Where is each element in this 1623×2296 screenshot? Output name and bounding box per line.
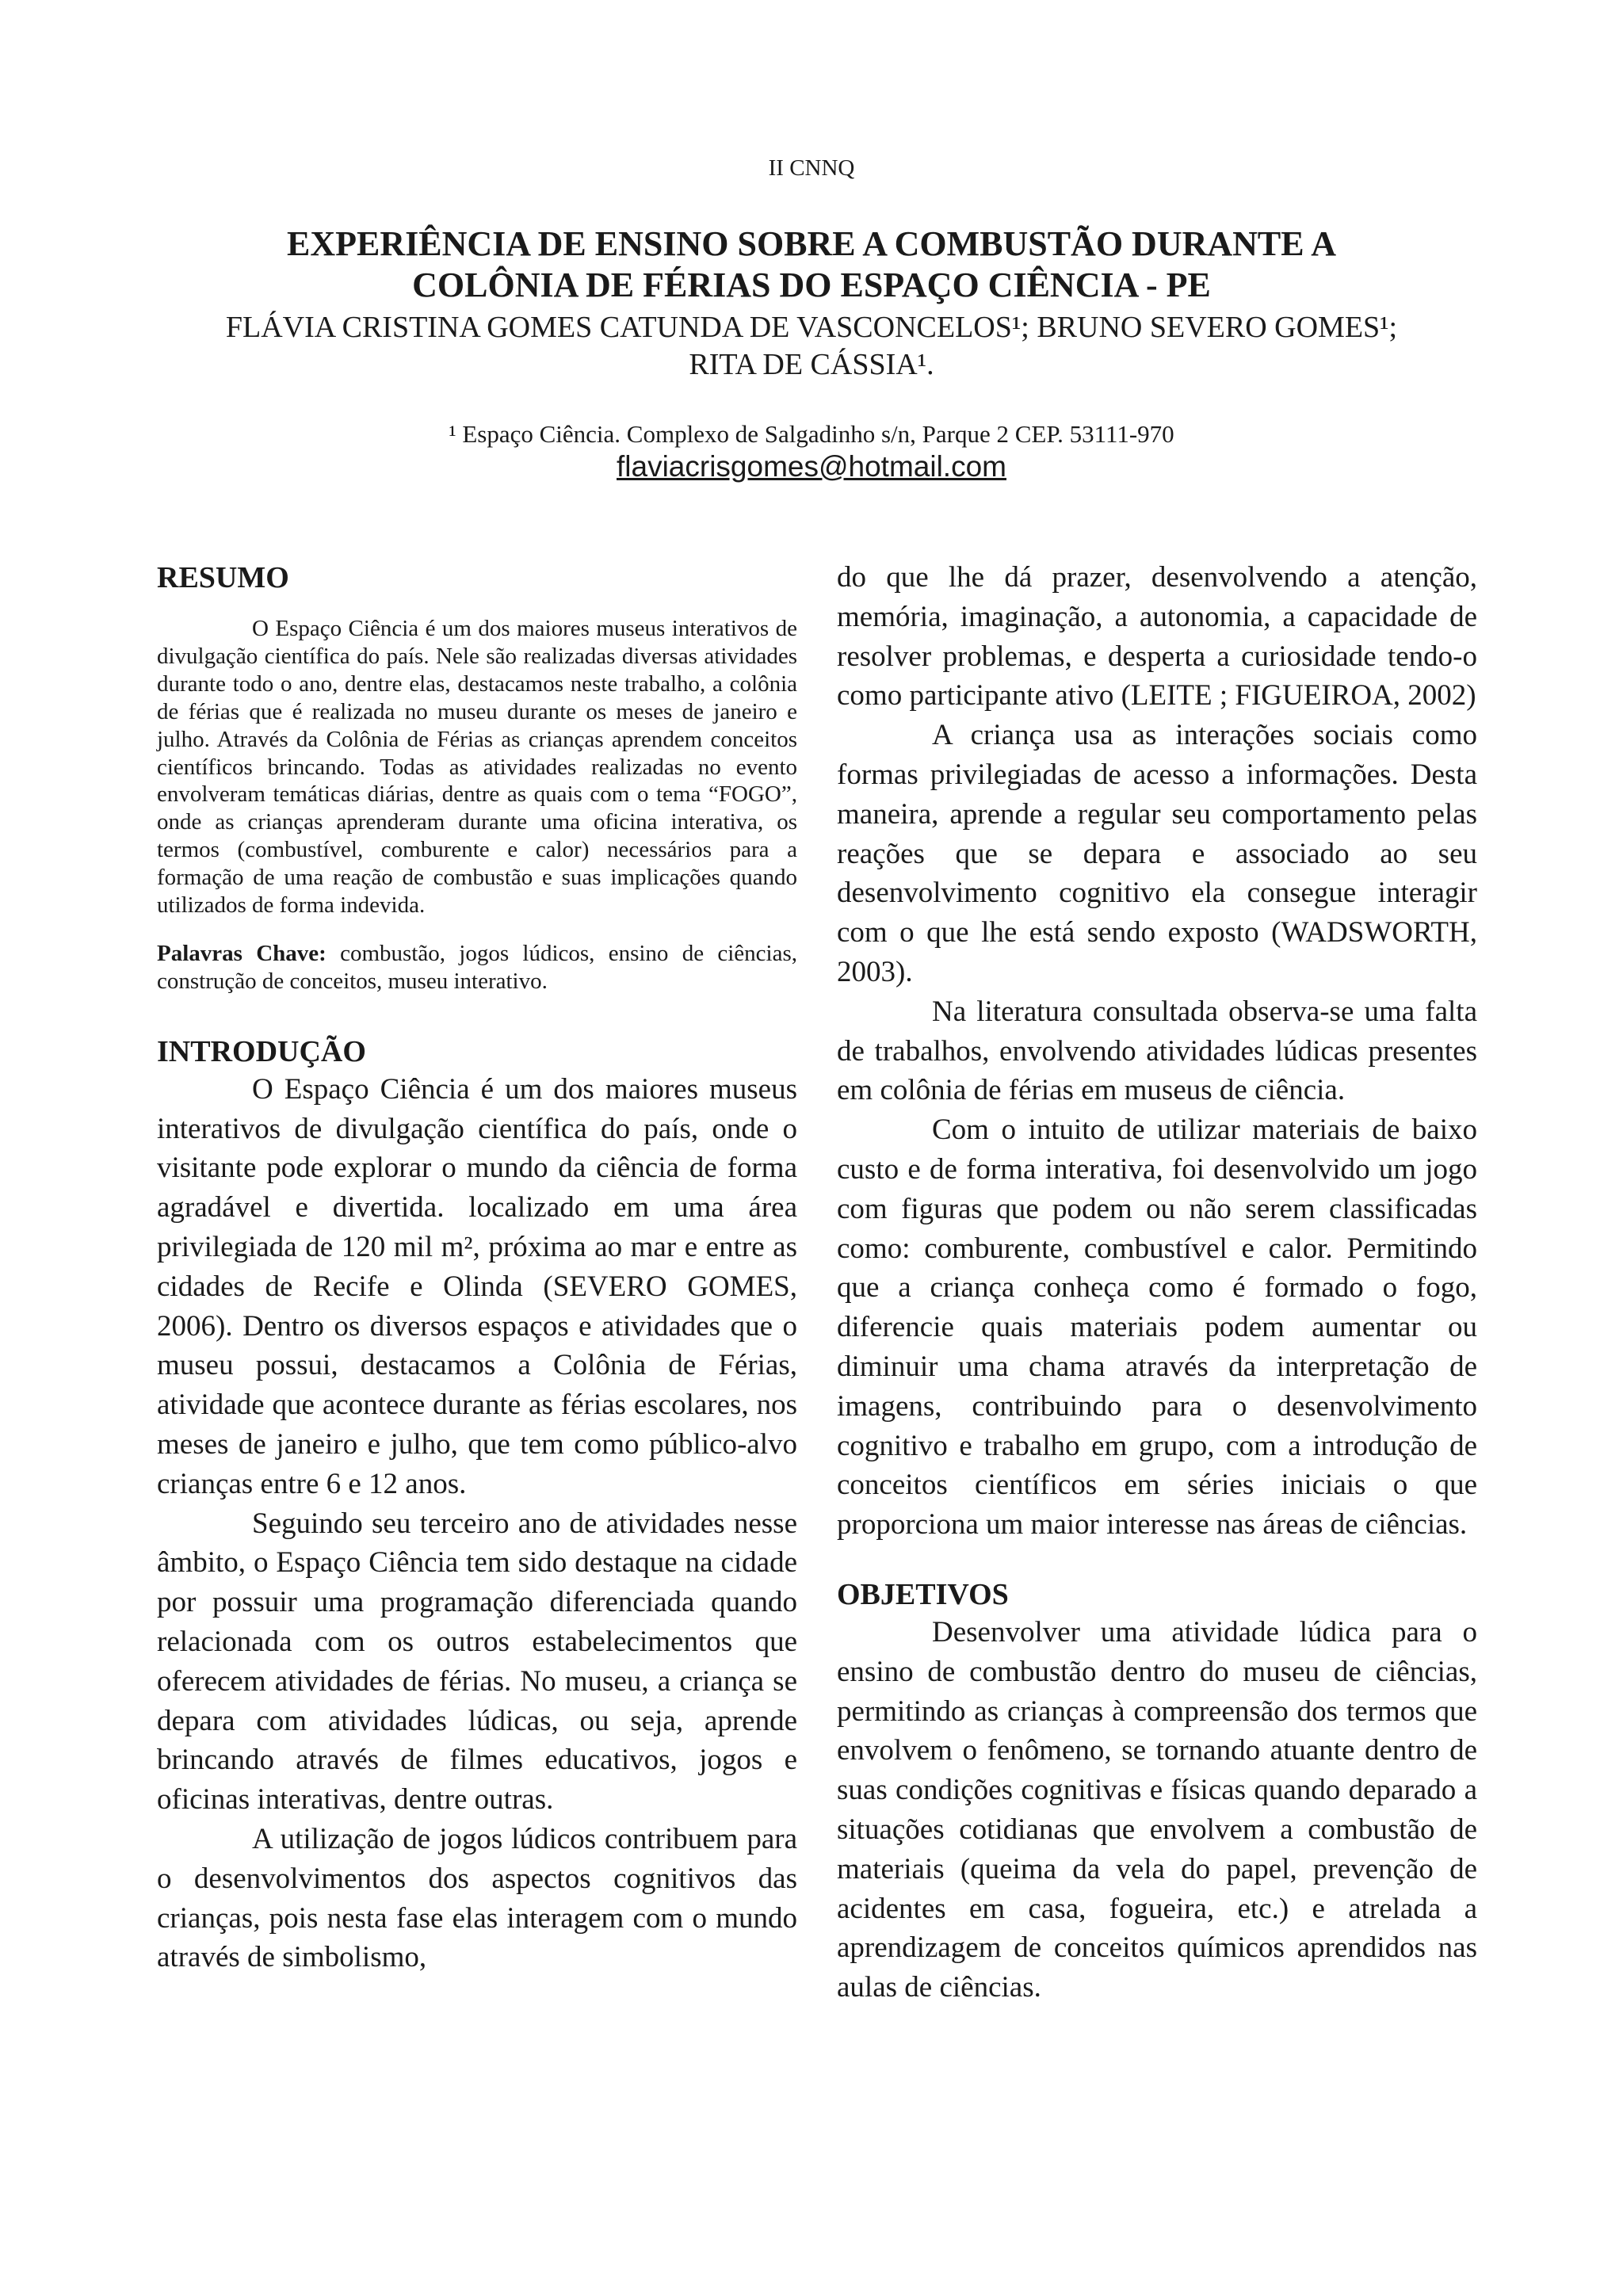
- introducao-heading: INTRODUÇÃO: [157, 1034, 366, 1068]
- email-link[interactable]: flaviacrisgomes@hotmail.com: [617, 450, 1006, 483]
- right-paragraph-1: do que lhe dá prazer, desenvolvendo a atenção, memória, imaginação, a autonomia, a capacidade de resolver problemas, e desperta a curiosidade tendo-o como participante ativo (LEITE ; FIGUEIROA, 2002): [837, 561, 1477, 712]
- right-paragraph-3: Na literatura consultada observa-se uma falta de trabalhos, envolvendo atividades lúdicas presentes em colônia de férias em museus de ciência.: [837, 995, 1477, 1107]
- author-list: [119, 309, 1504, 384]
- intro-paragraph-3: A utilização de jogos lúdicos contribuem para o desenvolvimentos dos aspectos cognitivos das crianças, pois nesta fase elas interagem com o mundo através de simbolismo,: [157, 1822, 797, 1974]
- right-paragraph-4: Com o intuito de utilizar materiais de baixo custo e de forma interativa, foi desenvolvido um jogo com figuras que podem ou não serem classificadas como: comburente, combustível e calor. Permitindo que a criança conheça como é formado o fogo, diferencie quais materiais podem aumentar ou diminuir uma chama através da interpretação de imagens, contribuindo para o desenvolvimento cognitivo e trabalho em grupo, com a introdução de conceitos científicos em séries iniciais o que proporciona um maior interesse nas áreas de ciências.: [837, 1114, 1477, 1541]
- authors-line-2: RITA DE CÁSSIA¹.: [689, 348, 934, 381]
- objetivos-heading: OBJETIVOS: [837, 1577, 1009, 1611]
- right-column: [837, 558, 1477, 2008]
- keywords-text: combustão, jogos lúdicos, ensino de ciências, construção de conceitos, museu interativo.: [157, 940, 797, 994]
- email-link-container: [0, 450, 1623, 483]
- paper-title: [119, 223, 1504, 306]
- resumo-text: O Espaço Ciência é um dos maiores museus interativos de divulgação científica do país. Nele são realizadas diversas atividades durante todo o ano, dentre elas, destacamos neste trabalho, a colônia de férias que é realizada no museu durante os meses de janeiro e julho. Através da Colônia de Férias as crianças aprendem conceitos científicos brincando. Todas as atividades realizadas no evento envolveram temáticas diárias, dentre as quais com o tema “FOGO”, onde as crianças aprenderam durante uma oficina interativa, os termos (combustível, comburente e calor) necessários para a formação de uma reação de combustão e suas implicações quando utilizados de forma indevida.: [157, 616, 797, 919]
- left-column: [157, 560, 797, 1977]
- resumo-heading: RESUMO: [157, 561, 289, 594]
- intro-paragraph-2: Seguindo seu terceiro ano de atividades nesse âmbito, o Espaço Ciência tem sido destaque na cidade por possuir uma programação diferenciada quando relacionada com os outros estabelecimentos que oferecem atividades de férias. No museu, a criança se depara com atividades lúdicas, ou seja, aprende brincando através de filmes educativos, jogos e oficinas interativas, dentre outras.: [157, 1507, 797, 1817]
- keywords-label: Palavras Chave:: [157, 940, 327, 966]
- keywords-paragraph: [157, 940, 797, 995]
- authors-line-1: FLÁVIA CRISTINA GOMES CATUNDA DE VASCONCELOS¹; BRUNO SEVERO GOMES¹;: [225, 311, 1398, 344]
- right-paragraph-2: A criança usa as interações sociais como formas privilegiadas de acesso a informações. Desta maneira, aprende a regular seu comportamento pelas reações que se depara e associado ao seu desenvolvimento cognitivo ela consegue interagir com o que lhe está sendo exposto (WADSWORTH, 2003).: [837, 719, 1477, 988]
- objetivos-text: Desenvolver uma atividade lúdica para o ensino de combustão dentro do museu de ciências, permitindo as crianças à compreensão dos termos que envolvem o fenômeno, se tornando atuante dentro de suas condições cognitivas e físicas quando deparado a situações cotidianas que envolvem a combustão de materiais (queima da vela do papel, prevenção de acidentes em casa, fogueira, etc.) e atrelada a aprendizagem de conceitos químicos aprendidos nas aulas de ciências.: [837, 1615, 1477, 2004]
- title-line-2: COLÔNIA DE FÉRIAS DO ESPAÇO CIÊNCIA - PE: [412, 266, 1211, 304]
- affiliation: ¹ Espaço Ciência. Complexo de Salgadinho s/n, Parque 2 CEP. 53111-970: [449, 420, 1174, 448]
- title-line-1: EXPERIÊNCIA DE ENSINO SOBRE A COMBUSTÃO DURANTE A: [287, 224, 1336, 263]
- intro-paragraph-1: O Espaço Ciência é um dos maiores museus interativos de divulgação científica do país, onde o visitante pode explorar o mundo da ciência de forma agradável e divertida. localizado em uma área privilegiada de 120 mil m², próxima ao mar e entre as cidades de Recife e Olinda (SEVERO GOMES, 2006). Dentro os diversos espaços e atividades que o museu possui, destacamos a Colônia de Férias, atividade que acontece durante as férias escolares, nos meses de janeiro e julho, que tem como público-alvo crianças entre 6 e 12 anos.: [157, 1072, 797, 1500]
- conference-header: II CNNQ: [768, 155, 855, 181]
